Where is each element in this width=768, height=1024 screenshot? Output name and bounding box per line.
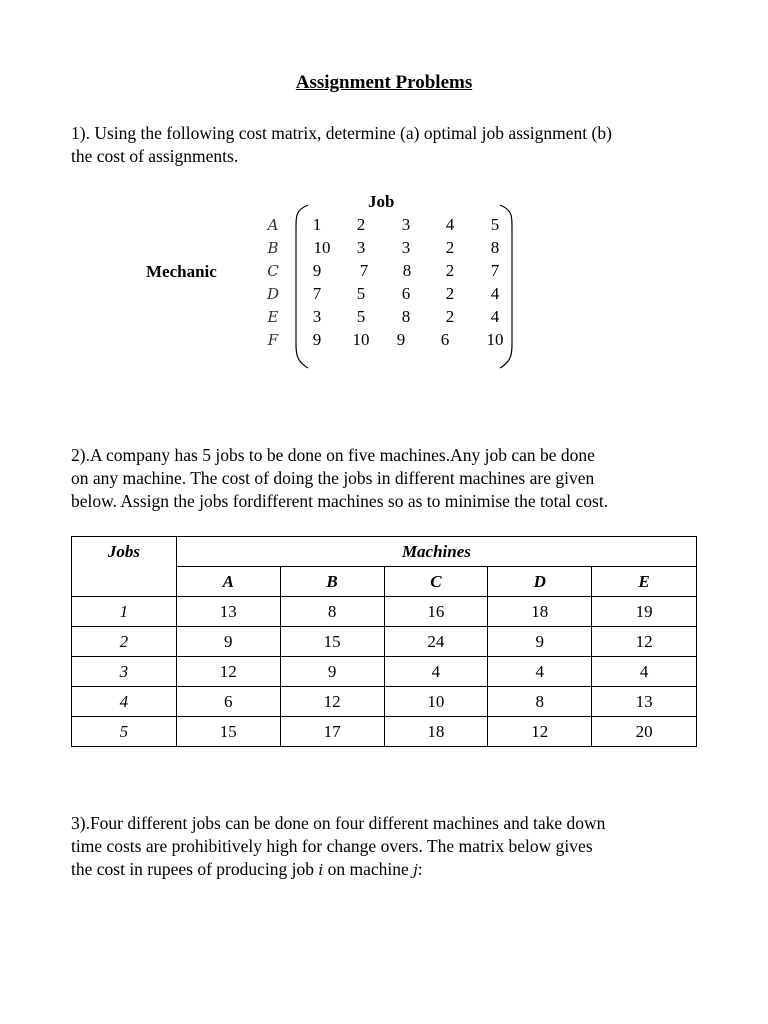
cost-cell: 15 xyxy=(176,717,280,747)
matrix-cell: 9 xyxy=(312,261,322,280)
matrix-cell: 4 xyxy=(445,215,455,234)
matrix-cell: 8 xyxy=(402,261,412,280)
table-header-row xyxy=(72,537,697,567)
cost-cell: 9 xyxy=(280,657,384,687)
matrix-row-label: D xyxy=(266,285,280,303)
cost-cell: 12 xyxy=(592,627,697,657)
question-2-text xyxy=(71,444,711,513)
matrix-cell: 5 xyxy=(356,307,366,326)
table-row xyxy=(72,657,697,687)
cost-cell: 13 xyxy=(592,687,697,717)
machine-cost-table xyxy=(71,536,697,747)
cost-cell: 16 xyxy=(384,597,488,627)
job-cell: 5 xyxy=(72,717,177,747)
matrix-row-label: A xyxy=(267,216,279,234)
cost-cell: 4 xyxy=(384,657,488,687)
matrix-cell: 10 xyxy=(486,330,504,349)
job-cell: 4 xyxy=(72,687,177,717)
cost-cell: 10 xyxy=(384,687,488,717)
matrix-row-label: E xyxy=(267,308,279,326)
cost-cell: 12 xyxy=(280,687,384,717)
machine-header: D xyxy=(488,567,592,597)
machine-header: A xyxy=(176,567,280,597)
table-row xyxy=(72,597,697,627)
machine-header: E xyxy=(592,567,697,597)
matrix-row-header: Mechanic xyxy=(146,262,217,281)
question-3-line: time costs are prohibitively high for change overs. The matrix below gives xyxy=(71,836,593,856)
matrix-cell: 6 xyxy=(401,284,411,303)
page-title: Assignment Problems xyxy=(295,72,473,93)
table-row xyxy=(72,717,697,747)
cost-cell: 4 xyxy=(592,657,697,687)
question-3-text-part: on machine xyxy=(323,859,414,879)
question-2-line: 2).A company has 5 jobs to be done on five machines.Any job can be done xyxy=(71,445,595,465)
cost-cell: 17 xyxy=(280,717,384,747)
question-3-line: 3).Four different jobs can be done on four different machines and take down xyxy=(71,813,606,833)
question-3-text xyxy=(71,812,711,882)
cost-cell: 12 xyxy=(176,657,280,687)
machine-header: C xyxy=(384,567,488,597)
matrix-cell: 9 xyxy=(396,330,406,349)
matrix-cell: 1 xyxy=(312,215,322,234)
cost-cell: 24 xyxy=(384,627,488,657)
matrix-cell: 3 xyxy=(401,238,411,257)
matrix-brackets xyxy=(0,0,768,400)
matrix-cell: 10 xyxy=(313,238,331,257)
cost-cell: 12 xyxy=(488,717,592,747)
job-cell: 2 xyxy=(72,627,177,657)
matrix-cell: 3 xyxy=(312,307,322,326)
cost-cell: 8 xyxy=(280,597,384,627)
question-1-line: the cost of assignments. xyxy=(71,146,239,166)
variable-j: j xyxy=(413,861,418,879)
cost-cell: 6 xyxy=(176,687,280,717)
table-row xyxy=(72,627,697,657)
matrix-cell: 4 xyxy=(490,284,500,303)
question-2-line: on any machine. The cost of doing the jobs in different machines are given xyxy=(71,468,595,488)
cost-cell: 13 xyxy=(176,597,280,627)
matrix-cell: 2 xyxy=(445,261,455,280)
matrix-cell: 7 xyxy=(359,261,369,280)
jobs-header: Jobs xyxy=(72,537,177,597)
question-2-line: below. Assign the jobs fordifferent machines so as to minimise the total cost. xyxy=(71,491,609,511)
cost-cell: 20 xyxy=(592,717,697,747)
matrix-cell: 7 xyxy=(490,261,500,280)
variable-i: i xyxy=(318,861,324,879)
cost-cell: 18 xyxy=(488,597,592,627)
matrix-cell: 9 xyxy=(312,330,322,349)
matrix-cell: 2 xyxy=(445,307,455,326)
question-3-text-part: the cost in rupees of producing job xyxy=(71,859,319,879)
cost-cell: 4 xyxy=(488,657,592,687)
question-3-text-part: : xyxy=(417,859,423,879)
cost-cell: 9 xyxy=(176,627,280,657)
machines-header: Machines xyxy=(176,537,696,567)
matrix-cell: 5 xyxy=(356,284,366,303)
cost-cell: 8 xyxy=(488,687,592,717)
matrix-row-label: F xyxy=(267,331,279,349)
question-3-line xyxy=(71,858,711,882)
question-1-line: 1). Using the following cost matrix, determine (a) optimal job assignment (b) xyxy=(71,123,612,143)
matrix-cell: 4 xyxy=(490,307,500,326)
matrix-cell: 5 xyxy=(490,215,500,234)
machine-header: B xyxy=(280,567,384,597)
matrix-row-label: B xyxy=(267,239,279,257)
matrix-cell: 3 xyxy=(356,238,366,257)
matrix-cell: 3 xyxy=(401,215,411,234)
matrix-cell: 10 xyxy=(352,330,370,349)
matrix-cell: 2 xyxy=(445,238,455,257)
matrix-cell: 6 xyxy=(440,330,450,349)
cost-cell: 9 xyxy=(488,627,592,657)
cost-cell: 18 xyxy=(384,717,488,747)
matrix-cell: 2 xyxy=(445,284,455,303)
cost-cell: 15 xyxy=(280,627,384,657)
matrix-column-header: Job xyxy=(368,192,395,211)
matrix-cell: 2 xyxy=(356,215,366,234)
table-row xyxy=(72,687,697,717)
matrix-cell: 8 xyxy=(401,307,411,326)
cost-cell: 19 xyxy=(592,597,697,627)
job-cell: 1 xyxy=(72,597,177,627)
matrix-cell: 8 xyxy=(490,238,500,257)
matrix-row-label: C xyxy=(267,262,279,280)
job-cell: 3 xyxy=(72,657,177,687)
matrix-cell: 7 xyxy=(312,284,322,303)
